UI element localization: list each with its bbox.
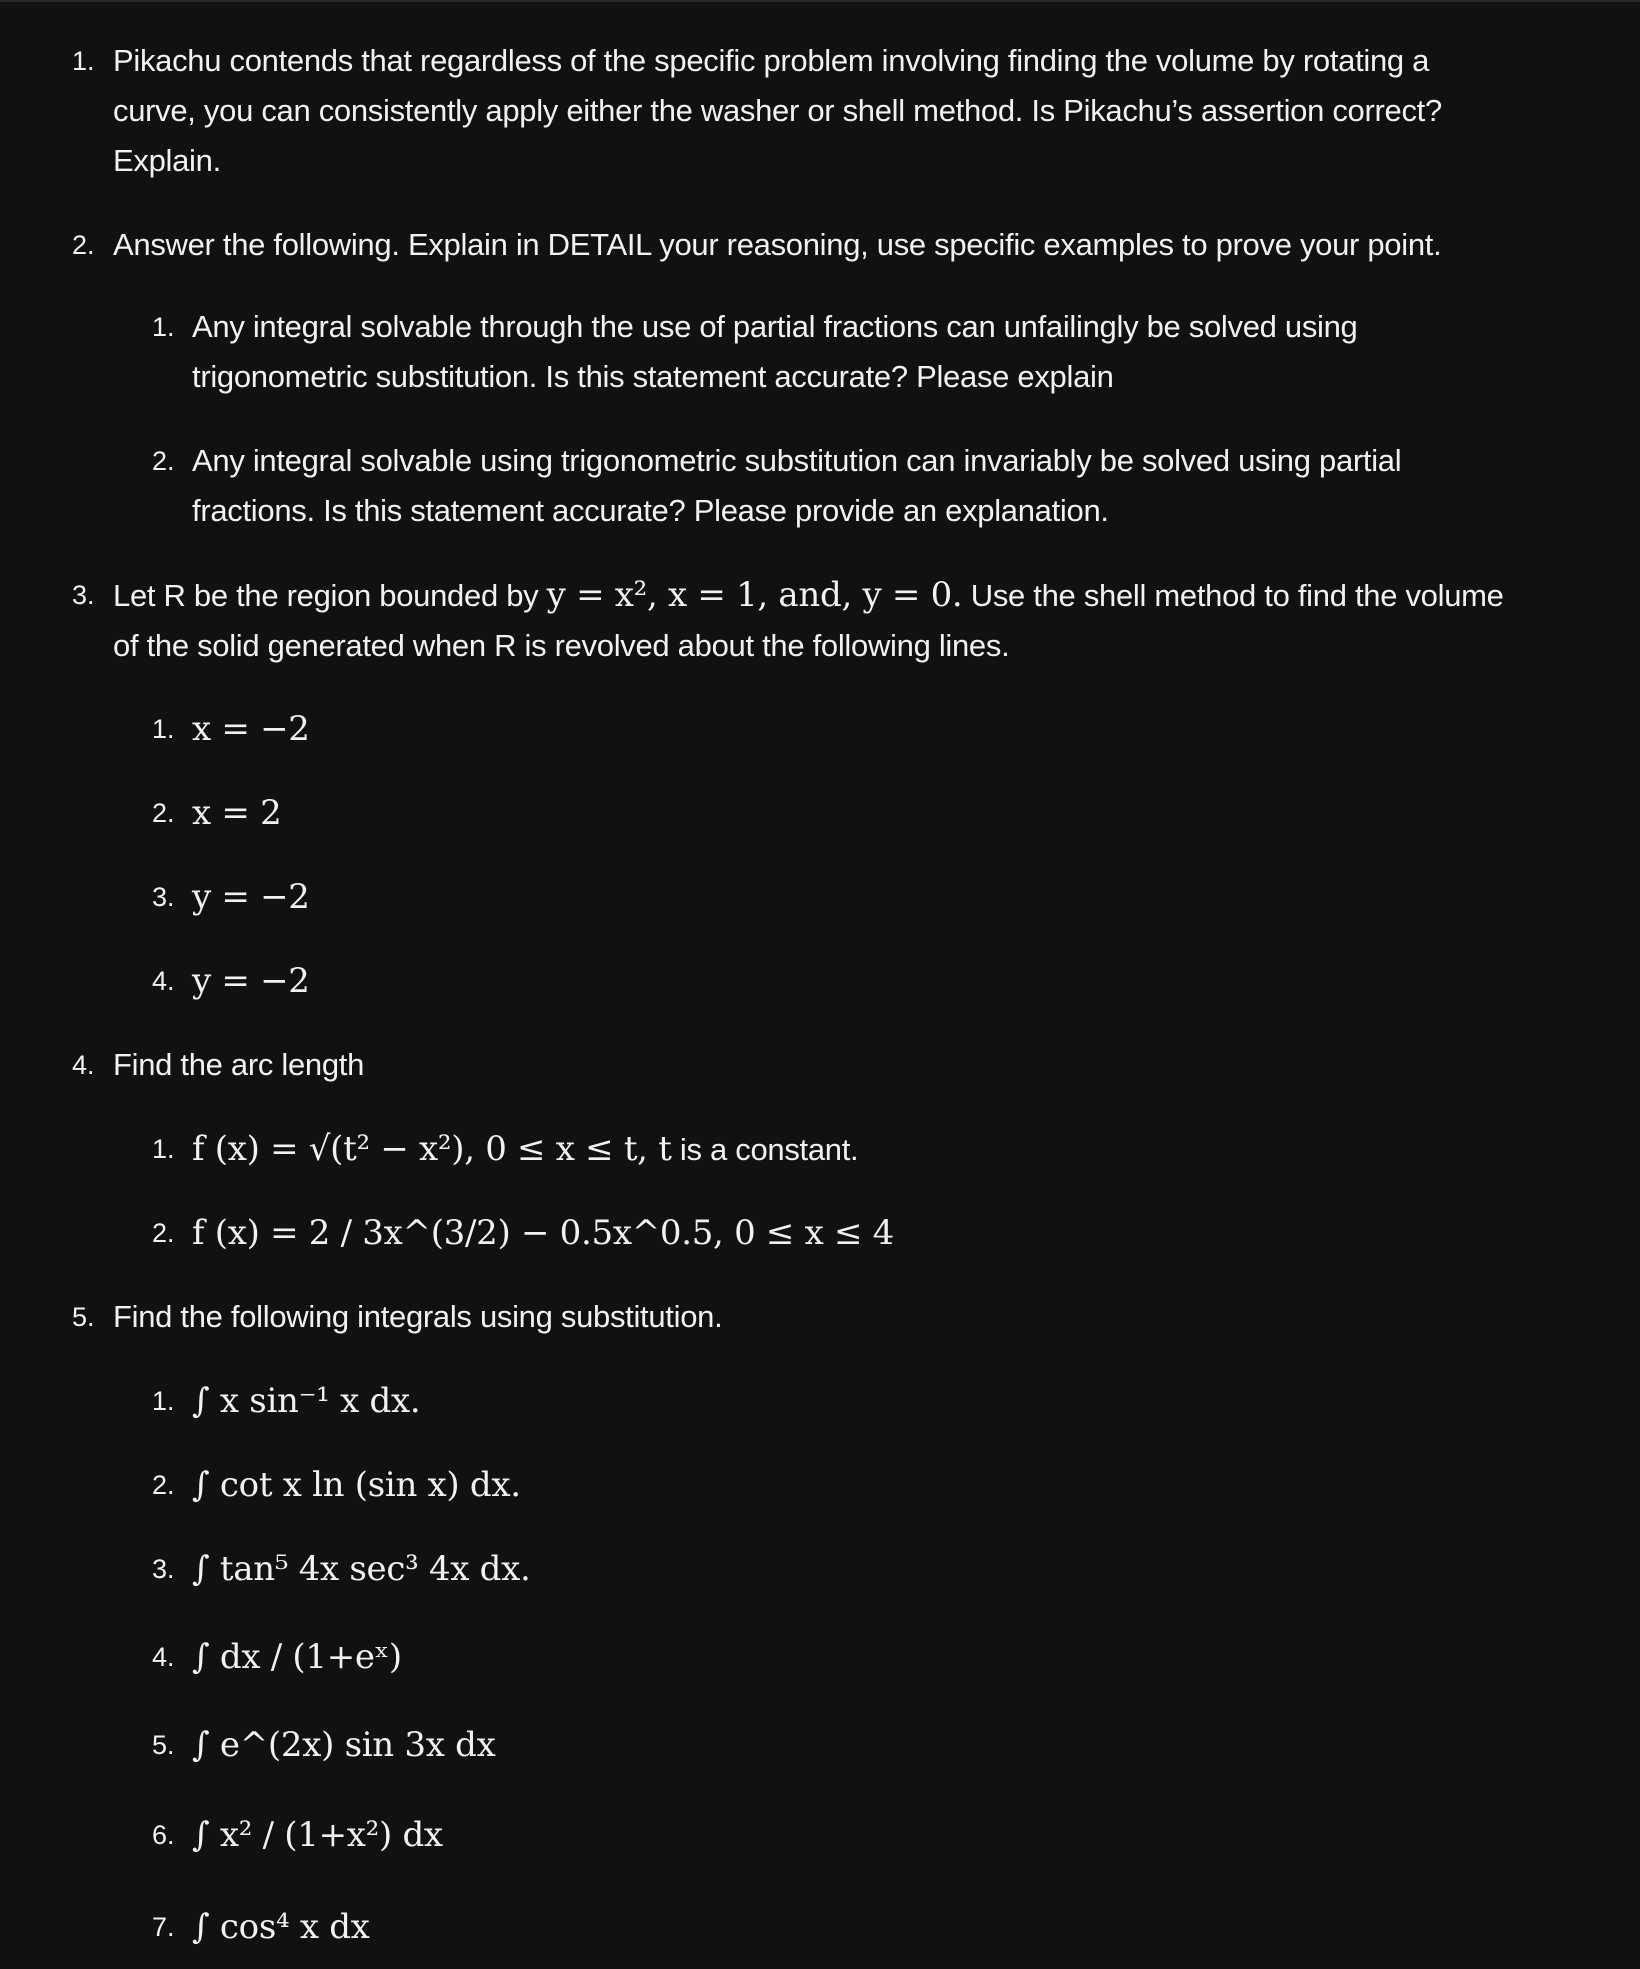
text-line: [113, 570, 1640, 621]
question-number: 4.: [72, 1050, 95, 1080]
math-expression: ∫ x sin⁻¹ x dx.: [192, 1381, 421, 1421]
sub-number: 6.: [152, 1820, 175, 1850]
question-number: 2.: [72, 230, 95, 260]
text-segment: Use the shell method to find the volume: [970, 578, 1504, 613]
sub-number: 3.: [152, 882, 175, 912]
sub-number: 4.: [152, 1642, 175, 1672]
text-segment: is a constant.: [679, 1132, 859, 1167]
question-text: Answer the following. Explain in DETAIL your reasoning, use specific examples to prove your point.: [113, 227, 1442, 262]
text-line: curve, you can consistently apply either the washer or shell method. Is Pikachu’s assertion correct?: [113, 93, 1442, 128]
question-number: 3.: [72, 580, 95, 610]
math-expression: ∫ e^(2x) sin 3x dx: [192, 1725, 496, 1765]
math-expression: y = x², x = 1, and, y = 0.: [546, 575, 963, 615]
sub-number: 2.: [152, 446, 175, 476]
text-line: trigonometric substitution. Is this statement accurate? Please explain: [192, 359, 1114, 394]
sub-number: 7.: [152, 1912, 175, 1942]
math-expression: f (x) = 2 / 3x^(3/2) − 0.5x^0.5, 0 ≤ x ≤ 4: [192, 1213, 895, 1253]
sub-number: 1.: [152, 1134, 175, 1164]
question-text: [113, 36, 1640, 186]
sub-number: 2.: [152, 798, 175, 828]
question-text: Find the following integrals using substitution.: [113, 1299, 723, 1334]
text-line: Any integral solvable using trigonometric substitution can invariably be solved using partial: [192, 443, 1402, 478]
question-number: 5.: [72, 1302, 95, 1332]
math-expression: ∫ dx / (1+eˣ): [192, 1637, 402, 1677]
text-line: Any integral solvable through the use of partial fractions can unfailingly be solved using: [192, 309, 1358, 344]
sub-text: [192, 302, 1592, 402]
text-line: Explain.: [113, 143, 221, 178]
sub-number: 1.: [152, 312, 175, 342]
sub-number: 1.: [152, 714, 175, 744]
question-number: 1.: [72, 46, 95, 76]
question-text: Find the arc length: [113, 1047, 365, 1082]
sub-number: 5.: [152, 1730, 175, 1760]
math-expression: ∫ cot x ln (sin x) dx.: [192, 1465, 521, 1505]
text-segment: Let R be the region bounded by: [113, 578, 539, 613]
sub-number: 3.: [152, 1554, 175, 1584]
question-text: [113, 570, 1640, 671]
math-expression: y = −2: [192, 877, 310, 917]
math-expression: y = −2: [192, 961, 310, 1001]
sub-number: 1.: [152, 1386, 175, 1416]
math-expression: ∫ tan⁵ 4x sec³ 4x dx.: [192, 1549, 531, 1589]
math-expression: ∫ x² / (1+x²) dx: [192, 1815, 443, 1855]
text-line: of the solid generated when R is revolved about the following lines.: [113, 628, 1010, 663]
text-line: Pikachu contends that regardless of the specific problem involving finding the volume by rotating a: [113, 43, 1430, 78]
math-expression: f (x) = √(t² − x²), 0 ≤ x ≤ t, t: [192, 1129, 672, 1169]
sub-number: 4.: [152, 966, 175, 996]
sub-text: [192, 436, 1592, 536]
math-expression: ∫ cos⁴ x dx: [192, 1907, 370, 1947]
math-expression: x = 2: [192, 793, 282, 833]
math-expression: x = −2: [192, 709, 310, 749]
sub-number: 2.: [152, 1218, 175, 1248]
text-line: fractions. Is this statement accurate? Please provide an explanation.: [192, 493, 1109, 528]
sub-number: 2.: [152, 1470, 175, 1500]
sub-text: [192, 1124, 1592, 1175]
